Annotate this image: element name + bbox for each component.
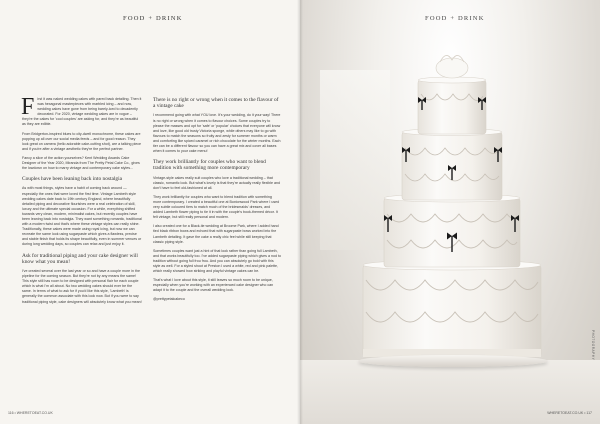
right-page <box>300 0 600 424</box>
folio-right: WHERETOEAT.CO.UK • 117 <box>547 411 592 415</box>
subheading: Ask for traditional piping and your cake designer will know what you mean! <box>22 252 138 265</box>
drop-cap: F <box>21 94 35 120</box>
paragraph: Sometimes couples want just a hint of that look rather than going full Lambeth, and that works beautifully too. I've added sugarpaste piping which gives a nod to tradition without going full frou frou. And you can absolutely go bold with this style as well. For a styled shoot at Preston I used a white, red and pink palette, which really showed how striking and playful vintage cakes can be. <box>153 248 281 274</box>
intro-paragraph <box>21 94 142 128</box>
cake-board <box>358 355 548 367</box>
social-handle: @prettypetalcakeco <box>153 297 185 302</box>
paragraph: Vintage-style cakes really suit couples who love a traditional wedding – that classic, romantic look. But what's lovely is that they're actually really flexible and don't have to feel old-fashioned at all. <box>153 175 281 190</box>
paragraph: As with most things, styles have a habit of coming back around — especially the ones that were loved the first time. Vintage Lambeth style wedding cakes date back to 19th century England, where beautifully detailed piping and decorative flourishes were a real celebration of skill, luxury and the ultimate special occasion. For a while, everything shifted towards very clean, modern, minimalist cakes, but recently couples have been leaning back into nostalgia. They want something romantic, traditional with a modern twist and that's where these vintage styles can really shine. Traditionally, these cakes were made using royal icing, but now we can recreate the same look using sugarpaste which gives a flawless, precise and stable finish that holds its shape beautifully, even in summer venues or during long wedding days, so couples can relax and just enjoy it. <box>22 186 142 247</box>
subheading: Couples have been leaning back into nostalgia <box>22 176 122 183</box>
article-column-2 <box>153 97 281 307</box>
subheading: There is no right or wrong when it comes to the flavour of a vintage cake <box>153 97 279 110</box>
subheading: They work brilliantly for couples who want to blend tradition with something more contemporary <box>153 159 266 172</box>
section-header-right: FOOD + DRINK <box>425 15 485 22</box>
spine-gutter <box>297 0 303 424</box>
paragraph: They work brilliantly for couples who want to blend tradition with something more contemporary. I created a beautiful one at Boxtonwood Park where I used very subtle coloured tiers to match much of the bridesmaids' dresses, and added Lambeth flower piping to tie it in with the couple's book-themed décor. It felt vintage, but still really personal and modern. <box>153 194 280 220</box>
paragraph: I've created several over the last year or so and have a couple more in the pipeline for the coming season. But they're not by any means the same! This style still has room to be designed with personal flair for each couple which is what I'm all about. No two wedding cakes should ever be the same. In terms of what to ask for if you'd like this style, 'Lambeth' is generally the common associate with this look now. But if you were to say traditional piping style, cake designers will absolutely know what you mean! <box>22 268 142 304</box>
paragraph: That's what I love about this style, it still leaves so much room to be unique, especially when you're working with an experienced cake designer who can adapt it to the couple and the overall wedding look. <box>153 278 274 293</box>
paragraph: I also created one for a Black-tie wedding at Broome Park, where I added hand tied black ribbon bows and echoed that with sugarpaste bows worked into the Lambeth detailing. It gave the cake a really chic feel while still keeping that classic piping style. <box>153 224 279 244</box>
photo-credit: PHOTOGRAPHY <box>591 330 595 361</box>
paragraph: Fancy a slice of the action yourselves? Kent Wedding Awards Cake Designer of the Year 2020, Miranda from The Pretty Petal Cake Co., gives the lowdown on how to marry vintage and contemporary cake styles... <box>22 155 140 171</box>
folio-left: 116 • WHERETOEAT.CO.UK <box>8 411 53 415</box>
section-header-left: FOOD + DRINK <box>123 15 183 22</box>
paragraph: From Bridgerton-inspired blues to city-dwell monochrome, these cakes are popping up all over our social media feeds – and for good reason. They look great on camera (hello adorable cake-cutting shot), are a talking piece and if you're after a vintage aesthetic they're the perfect partner. <box>22 131 142 151</box>
article-column-1 <box>21 94 142 309</box>
intro-text: irst it was naked wedding cakes with pared back detailing. Then it was hexagonal masterpieces with marbled icing – and now, wedding cakes have gone from being barely-iced to decadently decorated. For 2020, vintage wedding cakes are in vogue – they're the cakes for 'cool couples' are asking for, and they're as beautiful as they are edible. <box>22 97 142 127</box>
paragraph: I recommend going with what YOU love. It's your wedding, do it your way! There is no right or wrong when it comes to flavour choices. Some couples try to please the masses and opt for 'safe' or 'popular' choices that everyone will know and love, like good old trusty Victoria sponge, while others may like to go with flavours to match the seasons so fruity and zesty for summer months or warm and comforting like spiced caramel or rich chocolate for the winter months. Each tier can be a different flavour so you can have a great mix and cover all bases when it comes to your cake menu! <box>153 113 281 154</box>
